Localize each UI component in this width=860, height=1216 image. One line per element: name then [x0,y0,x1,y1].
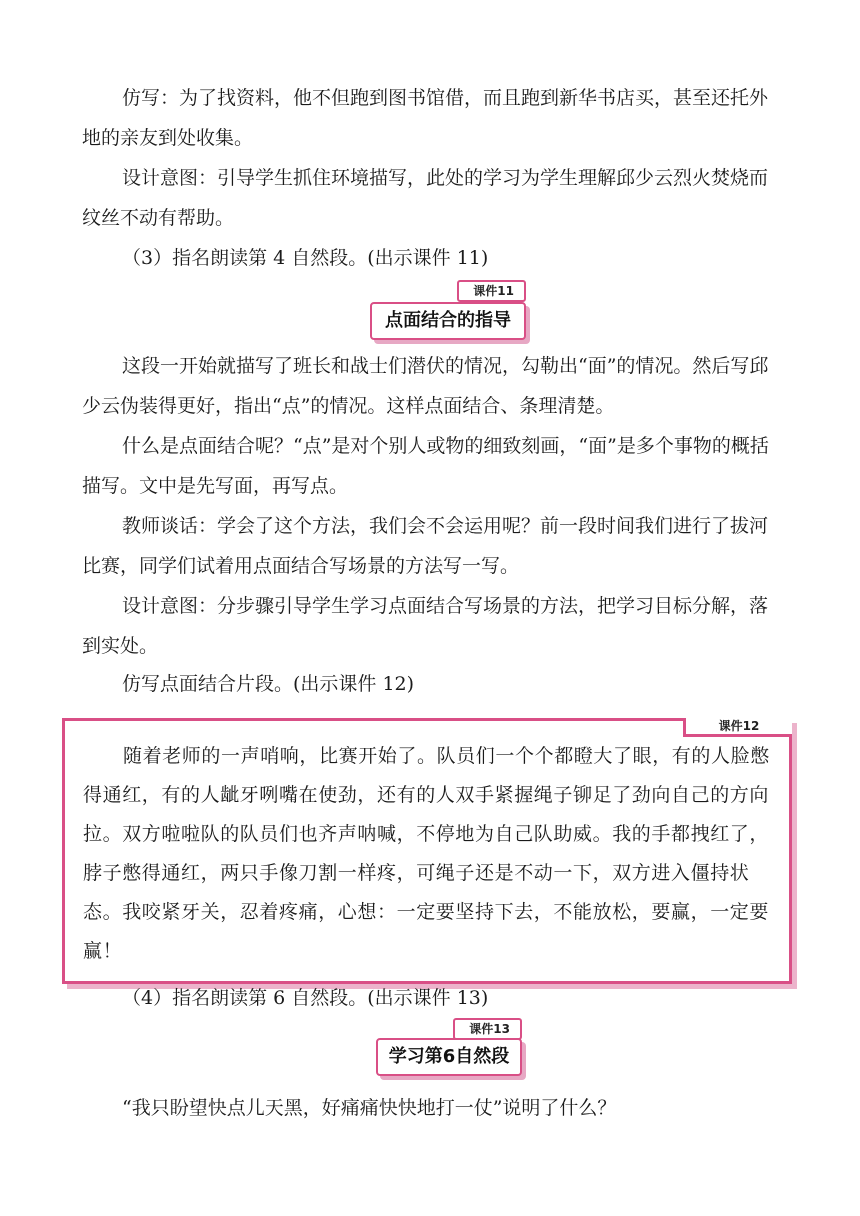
slide-badge-13 [376,1018,526,1076]
slide-text-12: 随着老师的一声哨响，比赛开始了。队员们一个个都瞪大了眼，有的人脸憋得通红，有的人龇牙咧嘴在使劲，还有的人双手紧握绳子铆足了劲向自己的方向拉。双方啦啦队的队员们也齐声呐喊，不停地为自己队助威。我的手都拽红了，脖子憋得通红，两只手像刀割一样疼，可绳子还是不动一下，双方进入僵持状态。我咬紧牙关，忍着疼痛，心想：一定要坚持下去，不能放松，要赢，一定要赢！ [83,745,770,962]
paragraph-point-area-explain: 这段一开始就描写了班长和战士们潜伏的情况，勾勒出“面”的情况。然后写邱少云伪装得更好，指出“点”的情况。这样点面结合、条理清楚。 [82,355,769,417]
frame-top-line [65,718,689,721]
paragraph-teacher-talk: 教师谈话：学会了这个方法，我们会不会运用呢？前一段时间我们进行了拔河比赛，同学们试着用点面结合写场景的方法写一写。 [82,515,769,577]
paragraph-imitation: 仿写：为了找资料，他不但跑到图书馆借，而且跑到新华书店买，甚至还托外地的亲友到处收集。 [82,87,769,149]
slide-frame-12 [62,718,792,984]
paragraph-question: “我只盼望快点儿天黑，好痛痛快快地打一仗”说明了什么？ [122,1097,617,1119]
paragraph-what-is-point-area: 什么是点面结合呢？“点”是对个别人或物的细致刻画，“面”是多个事物的概括描写。文中是先写面，再写点。 [82,435,769,497]
slide-tag-13: 课件13 [453,1018,522,1040]
paragraph-step-3: （3）指名朗读第 4 自然段。(出示课件 11) [122,247,489,269]
slide-badge-11 [370,280,530,340]
paragraph-design-intent-1: 设计意图：引导学生抓住环境描写，此处的学习为学生理解邱少云烈火焚烧而纹丝不动有帮助。 [82,167,769,229]
slide-title-11: 点面结合的指导 [370,302,526,340]
paragraph-imitation-segment: 仿写点面结合片段。(出示课件 12) [122,673,415,695]
slide-tag-11: 课件11 [457,280,526,302]
slide-tag-12: 课件12 [683,718,792,737]
slide-title-13: 学习第6自然段 [376,1038,522,1076]
paragraph-step-4: （4）指名朗读第 6 自然段。(出示课件 13) [122,987,489,1009]
paragraph-design-intent-2: 设计意图：分步骤引导学生学习点面结合写场景的方法，把学习目标分解，落到实处。 [82,595,769,657]
